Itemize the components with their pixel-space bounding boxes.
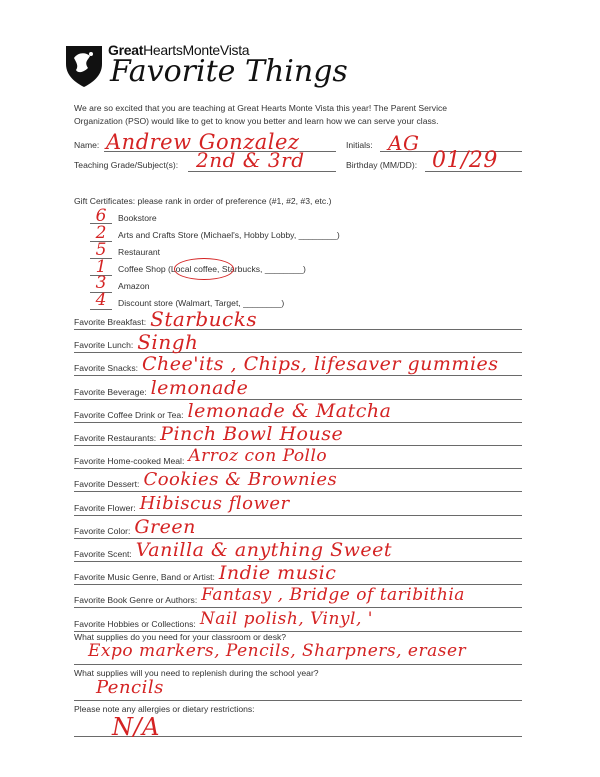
favorite-label: Favorite Snacks: xyxy=(74,363,138,374)
gift-label-bookstore: Bookstore xyxy=(118,213,157,223)
favorite-value[interactable]: Vanilla & anything Sweet xyxy=(135,539,392,561)
favorite-label: Favorite Music Genre, Band or Artist: xyxy=(74,572,215,583)
question-label: Please note any allergies or dietary restrictions: xyxy=(74,704,255,714)
gift-label-discount: Discount store (Walmart, Target, ________) xyxy=(118,298,285,308)
initials-label: Initials: xyxy=(346,140,373,150)
name-value[interactable]: Andrew Gonzalez xyxy=(106,130,300,154)
gift-label-arts-crafts: Arts and Crafts Store (Michael's, Hobby Lobby, ________) xyxy=(118,230,340,240)
gift-rank-restaurant[interactable]: 5 xyxy=(95,240,107,260)
question-label: What supplies will you need to replenish during the school year? xyxy=(74,668,319,678)
intro-line-2: Organization (PSO) would like to get to know you better and learn how we can serve your class. xyxy=(74,116,439,126)
favorite-value[interactable]: Hibiscus flower xyxy=(139,492,290,514)
favorite-value[interactable]: Indie music xyxy=(218,562,337,585)
gift-rank-bookstore[interactable]: 6 xyxy=(95,206,107,226)
favorite-underline xyxy=(74,375,522,376)
question-answer[interactable]: N/A xyxy=(112,713,160,741)
grade-value[interactable]: 2nd & 3rd xyxy=(196,148,305,172)
favorite-label: Favorite Beverage: xyxy=(74,386,147,397)
crest-logo-icon xyxy=(64,42,104,88)
favorite-value[interactable]: Starbucks xyxy=(150,307,258,331)
question-underline xyxy=(74,664,522,665)
question-answer[interactable]: Pencils xyxy=(96,677,164,698)
intro-line-1: We are so excited that you are teaching at Great Hearts Monte Vista this year! The Parent Service xyxy=(74,103,448,113)
initials-value[interactable]: AG xyxy=(388,131,420,155)
page-title: Favorite Things xyxy=(110,54,348,89)
name-label: Name: xyxy=(74,140,100,150)
gift-rank-discount[interactable]: 4 xyxy=(95,290,107,310)
favorite-value[interactable]: Pinch Bowl House xyxy=(160,423,344,445)
gift-label-amazon: Amazon xyxy=(118,281,150,291)
brand-bold: Great xyxy=(108,42,144,58)
question-label: What supplies do you need for your classroom or desk? xyxy=(74,632,287,642)
gift-rank-coffee-shop[interactable]: 1 xyxy=(95,257,107,277)
favorite-label: Favorite Flower: xyxy=(74,502,136,513)
favorite-value[interactable]: Arroz con Pollo xyxy=(188,446,328,467)
gift-heading: Gift Certificates: please rank in order of preference (#1, #2, #3, etc.) xyxy=(74,196,332,206)
gift-rank-amazon[interactable]: 3 xyxy=(95,273,107,293)
favorite-value[interactable]: Cookies & Brownies xyxy=(143,469,338,491)
brand-rest: HeartsMonteVista xyxy=(143,42,250,58)
local-coffee-circle xyxy=(174,258,234,280)
favorite-label: Favorite Dessert: xyxy=(74,479,140,490)
favorite-label: Favorite Coffee Drink or Tea: xyxy=(74,409,184,420)
question-answer[interactable]: Expo markers, Pencils, Sharpners, eraser xyxy=(88,641,467,661)
gift-rank-arts-crafts[interactable]: 2 xyxy=(95,223,107,243)
favorite-value[interactable]: Fantasy , Bridge of taribithia xyxy=(201,585,465,606)
favorite-label: Favorite Color: xyxy=(74,525,131,536)
favorite-value[interactable]: lemonade xyxy=(150,376,249,399)
favorite-value[interactable]: Green xyxy=(134,515,196,538)
birthday-label: Birthday (MM/DD): xyxy=(346,160,418,170)
favorite-label: Favorite Hobbies or Collections: xyxy=(74,618,196,629)
grade-label: Teaching Grade/Subject(s): xyxy=(74,160,179,170)
favorite-value[interactable]: Singh xyxy=(137,330,199,355)
birthday-value[interactable]: 01/29 xyxy=(432,148,498,173)
favorite-label: Favorite Restaurants: xyxy=(74,433,157,443)
question-underline xyxy=(74,700,522,701)
favorite-value[interactable]: Chee'its , Chips, lifesaver gummies xyxy=(142,353,499,376)
favorite-value[interactable]: lemonade & Matcha xyxy=(187,399,392,422)
favorite-label: Favorite Scent: xyxy=(74,549,132,559)
favorite-value[interactable]: Nail polish, Vinyl, ' xyxy=(199,608,373,629)
favorite-label: Favorite Book Genre or Authors: xyxy=(74,595,198,606)
favorite-label: Favorite Breakfast: xyxy=(74,317,147,327)
favorite-label: Favorite Lunch: xyxy=(74,340,134,351)
favorite-label: Favorite Home-cooked Meal: xyxy=(74,456,185,467)
gift-label-coffee-shop: Coffee Shop (Local coffee, Starbucks, ________) xyxy=(118,264,306,274)
gift-label-restaurant: Restaurant xyxy=(118,247,161,257)
